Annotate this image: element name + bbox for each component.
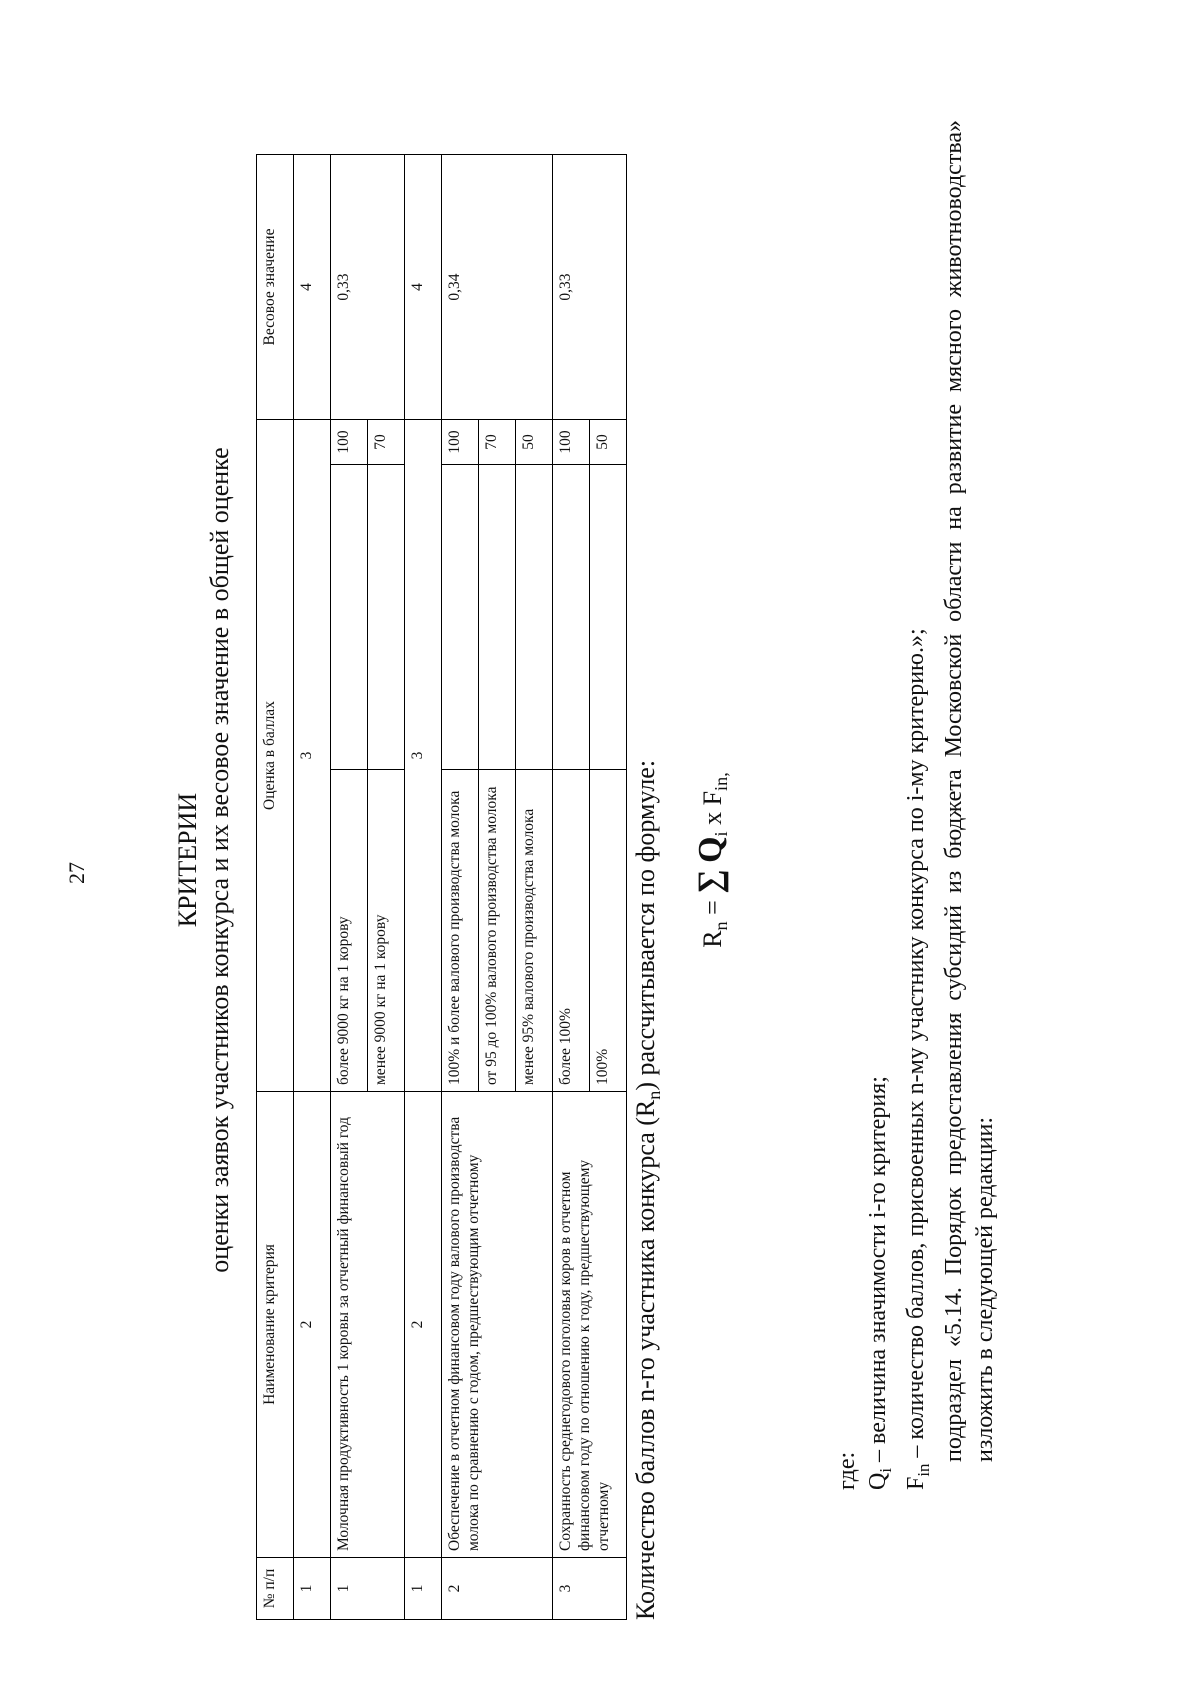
formula-intro bbox=[630, 120, 670, 1620]
grade-label: от 95 до 100% валового производства молока bbox=[479, 770, 516, 1092]
column-number: 2 bbox=[405, 1092, 442, 1558]
grade-score: 100 bbox=[331, 420, 368, 465]
column-number: 4 bbox=[405, 155, 442, 420]
where-f-subscript: in bbox=[913, 1463, 933, 1477]
grade-spacer bbox=[516, 465, 553, 770]
header-weight: Весовое значение bbox=[257, 155, 294, 420]
grade-spacer bbox=[590, 465, 627, 770]
formula-times-f: x F bbox=[698, 790, 727, 832]
where-label: где: bbox=[834, 1451, 860, 1490]
column-number: 3 bbox=[405, 420, 442, 1092]
where-q-text: – величина значимости i-го критерия; bbox=[865, 1076, 891, 1468]
where-f-symbol: F bbox=[902, 1476, 929, 1490]
document-title: КРИТЕРИИ bbox=[173, 792, 202, 928]
where-q-line bbox=[863, 120, 901, 1490]
formula-intro-text: Количество баллов n-го участника конкурса (R bbox=[631, 1099, 660, 1620]
title-block bbox=[160, 80, 236, 1640]
where-f-line bbox=[901, 120, 939, 1490]
where-q-subscript: i bbox=[875, 1467, 895, 1473]
header-criterion: Наименование критерия bbox=[257, 1092, 294, 1558]
where-q-symbol: Q bbox=[865, 1472, 891, 1490]
table-row bbox=[331, 155, 368, 1620]
header-number: № п/п bbox=[257, 1558, 294, 1620]
where-block bbox=[832, 120, 1001, 1490]
column-number: 3 bbox=[294, 420, 331, 1092]
criterion-name: Сохранность среднегодового поголовья коров в отчетном финансовом году по отношению к году, предшествующему отчетному bbox=[553, 1092, 627, 1558]
formula-intro-text-end: ) рассчитывается по формуле: bbox=[631, 759, 660, 1091]
grade-label: более 9000 кг на 1 корову bbox=[331, 770, 368, 1092]
grade-spacer bbox=[479, 465, 516, 770]
grade-spacer bbox=[553, 465, 590, 770]
criterion-name: Обеспечение в отчетном финансовом году валового производства молока по сравнению с годом, предшествующим отчетному bbox=[442, 1092, 553, 1558]
weight-value: 0,34 bbox=[442, 155, 553, 420]
page-content bbox=[160, 80, 1060, 1640]
row-number: 3 bbox=[553, 1558, 627, 1620]
grade-score: 70 bbox=[479, 420, 516, 465]
grade-label: 100% и более валового производства молока bbox=[442, 770, 479, 1092]
header-grades: Оценка в баллах bbox=[257, 420, 294, 1092]
grade-label: менее 9000 кг на 1 корову bbox=[368, 770, 405, 1092]
formula bbox=[692, 80, 737, 1640]
formula-equals: = bbox=[698, 893, 727, 922]
formula-f-subscript: in, bbox=[711, 772, 732, 791]
grade-score: 70 bbox=[368, 420, 405, 465]
table-header-row bbox=[257, 155, 294, 1620]
formula-lhs: R bbox=[698, 930, 727, 948]
formula-q: Q bbox=[692, 836, 729, 863]
formula-q-subscript: i bbox=[711, 831, 732, 837]
weight-value: 0,33 bbox=[553, 155, 627, 420]
table-row bbox=[442, 155, 479, 1620]
grade-score: 50 bbox=[590, 420, 627, 465]
table-row bbox=[553, 155, 590, 1620]
grade-score: 100 bbox=[442, 420, 479, 465]
amendment-paragraph: подраздел «5.14. Порядок предоставления субсидий из бюджета Московской области на развитие мясного животноводства» изложить в следующей редакции: bbox=[940, 120, 998, 1462]
grade-score: 100 bbox=[553, 420, 590, 465]
column-number: 4 bbox=[294, 155, 331, 420]
formula-intro-subscript: n bbox=[644, 1090, 665, 1100]
grade-label: менее 95% валового производства молока bbox=[516, 770, 553, 1092]
formula-lhs-subscript: n bbox=[711, 921, 732, 931]
column-number: 1 bbox=[405, 1558, 442, 1620]
grade-label: 100% bbox=[590, 770, 627, 1092]
page-number: 27 bbox=[64, 862, 89, 884]
grade-spacer bbox=[368, 465, 405, 770]
document-subtitle: оценки заявок участников конкурса и их весовое значение в общей оценке bbox=[205, 447, 234, 1273]
column-number-row bbox=[294, 155, 331, 1620]
criteria-table bbox=[256, 154, 627, 1620]
grade-spacer bbox=[331, 465, 368, 770]
grade-spacer bbox=[442, 465, 479, 770]
grade-label: более 100% bbox=[553, 770, 590, 1092]
criterion-name: Молочная продуктивность 1 коровы за отчетный финансовый год bbox=[331, 1092, 405, 1558]
column-number: 2 bbox=[294, 1092, 331, 1558]
column-number: 1 bbox=[294, 1558, 331, 1620]
grade-score: 50 bbox=[516, 420, 553, 465]
row-number: 1 bbox=[331, 1558, 405, 1620]
row-number: 2 bbox=[442, 1558, 553, 1620]
weight-value: 0,33 bbox=[331, 155, 405, 420]
sum-symbol: ∑ bbox=[692, 869, 729, 894]
where-f-text: – количество баллов, присвоенных n-му участнику конкурса по i-му критерию.»; bbox=[902, 628, 929, 1464]
column-renumber-row bbox=[405, 155, 442, 1620]
